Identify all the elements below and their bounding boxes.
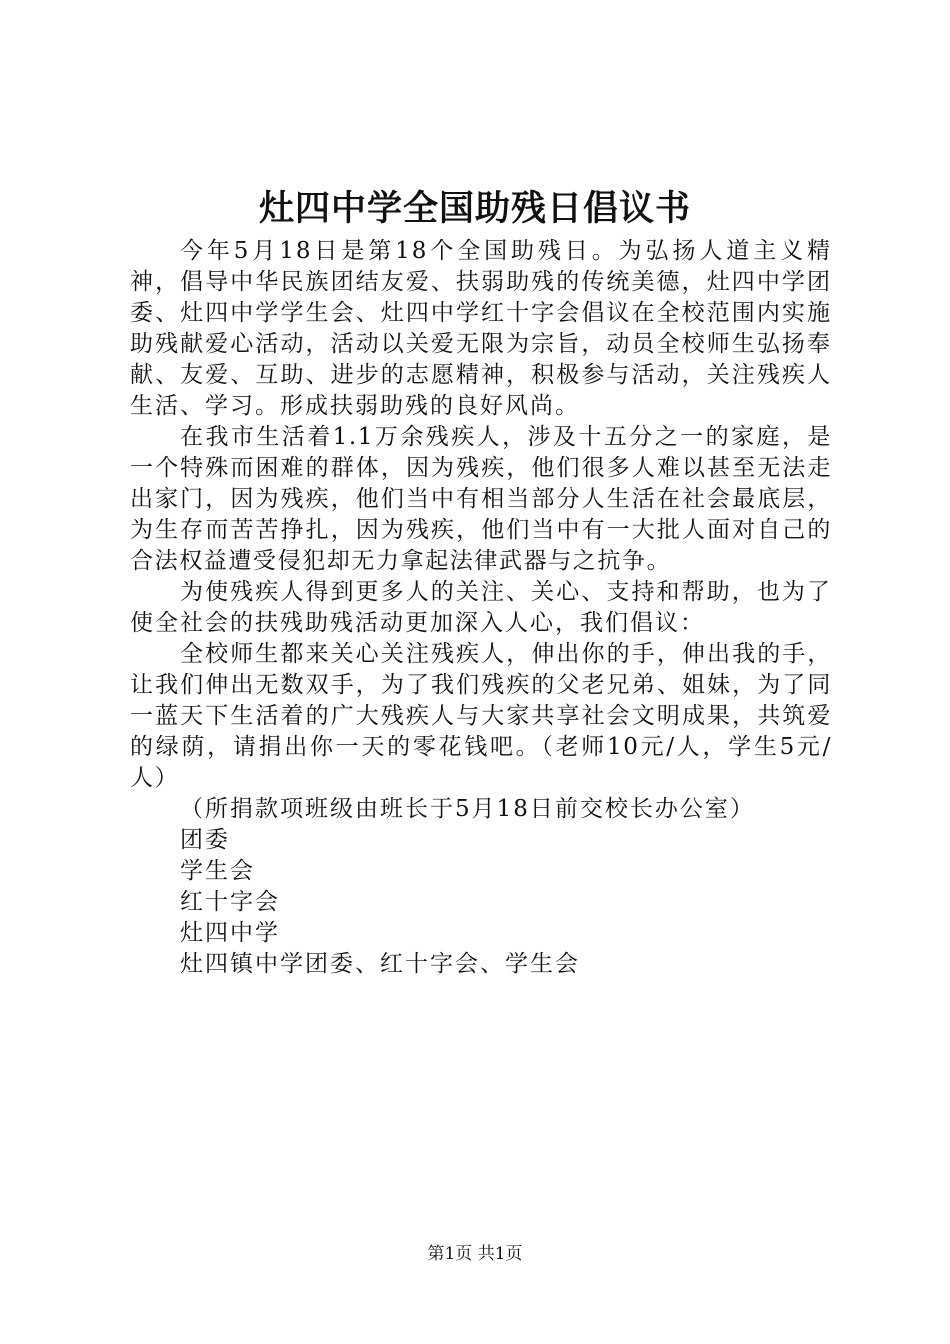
signature-line: 灶四中学 bbox=[180, 920, 280, 946]
donation-note: （所捐款项班级由班长于5月18日前交校长办公室） bbox=[180, 796, 755, 822]
paragraph-intro: 今年5月18日是第18个全国助残日。为弘扬人道主义精神，倡导中华民族团结友爱、扶弱助残的传统美德，灶四中学团委、灶四中学学生会、灶四中学红十字会倡议在全校范围内实施助残献爱心活动，活动以关爱无限为宗旨，动员全校师生弘扬奉献、友爱、互助、进步的志愿精神，积极参与活动，关注残疾人生活、学习。形成扶弱助残的良好风尚。 bbox=[130, 238, 832, 419]
signature-line: 团委 bbox=[180, 827, 230, 853]
paragraph-appeal: 全校师生都来关心关注残疾人，伸出你的手，伸出我的手，让我们伸出无数双手，为了我们残疾的父老兄弟、姐妹，为了同一蓝天下生活着的广大残疾人与大家共享社会文明成果，共筑爱的绿荫，请捐出你一天的零花钱吧。（老师10元/人，学生5元/人） bbox=[130, 641, 832, 791]
paragraph-background: 在我市生活着1.1万余残疾人，涉及十五分之一的家庭，是一个特殊而困难的群体，因为残疾，他们很多人难以甚至无法走出家门，因为残疾，他们当中有相当部分人生活在社会最底层，为生存而苦苦挣扎，因为残疾，他们当中有一大批人面对自己的合法权益遭受侵犯却无力拿起法律武器与之抗争。 bbox=[130, 424, 832, 574]
page-number-footer: 第1页 共1页 bbox=[427, 1244, 523, 1264]
signature-line: 灶四镇中学团委、红十字会、学生会 bbox=[180, 951, 580, 977]
paragraph-call: 为使残疾人得到更多人的关注、关心、支持和帮助，也为了使全社会的扶残助残活动更加深入人心，我们倡议： bbox=[130, 579, 832, 636]
signature-line: 学生会 bbox=[180, 858, 255, 884]
document-body bbox=[130, 236, 832, 980]
document-title: 灶四中学全国助残日倡议书 bbox=[258, 188, 691, 229]
signature-line: 红十字会 bbox=[180, 889, 280, 915]
